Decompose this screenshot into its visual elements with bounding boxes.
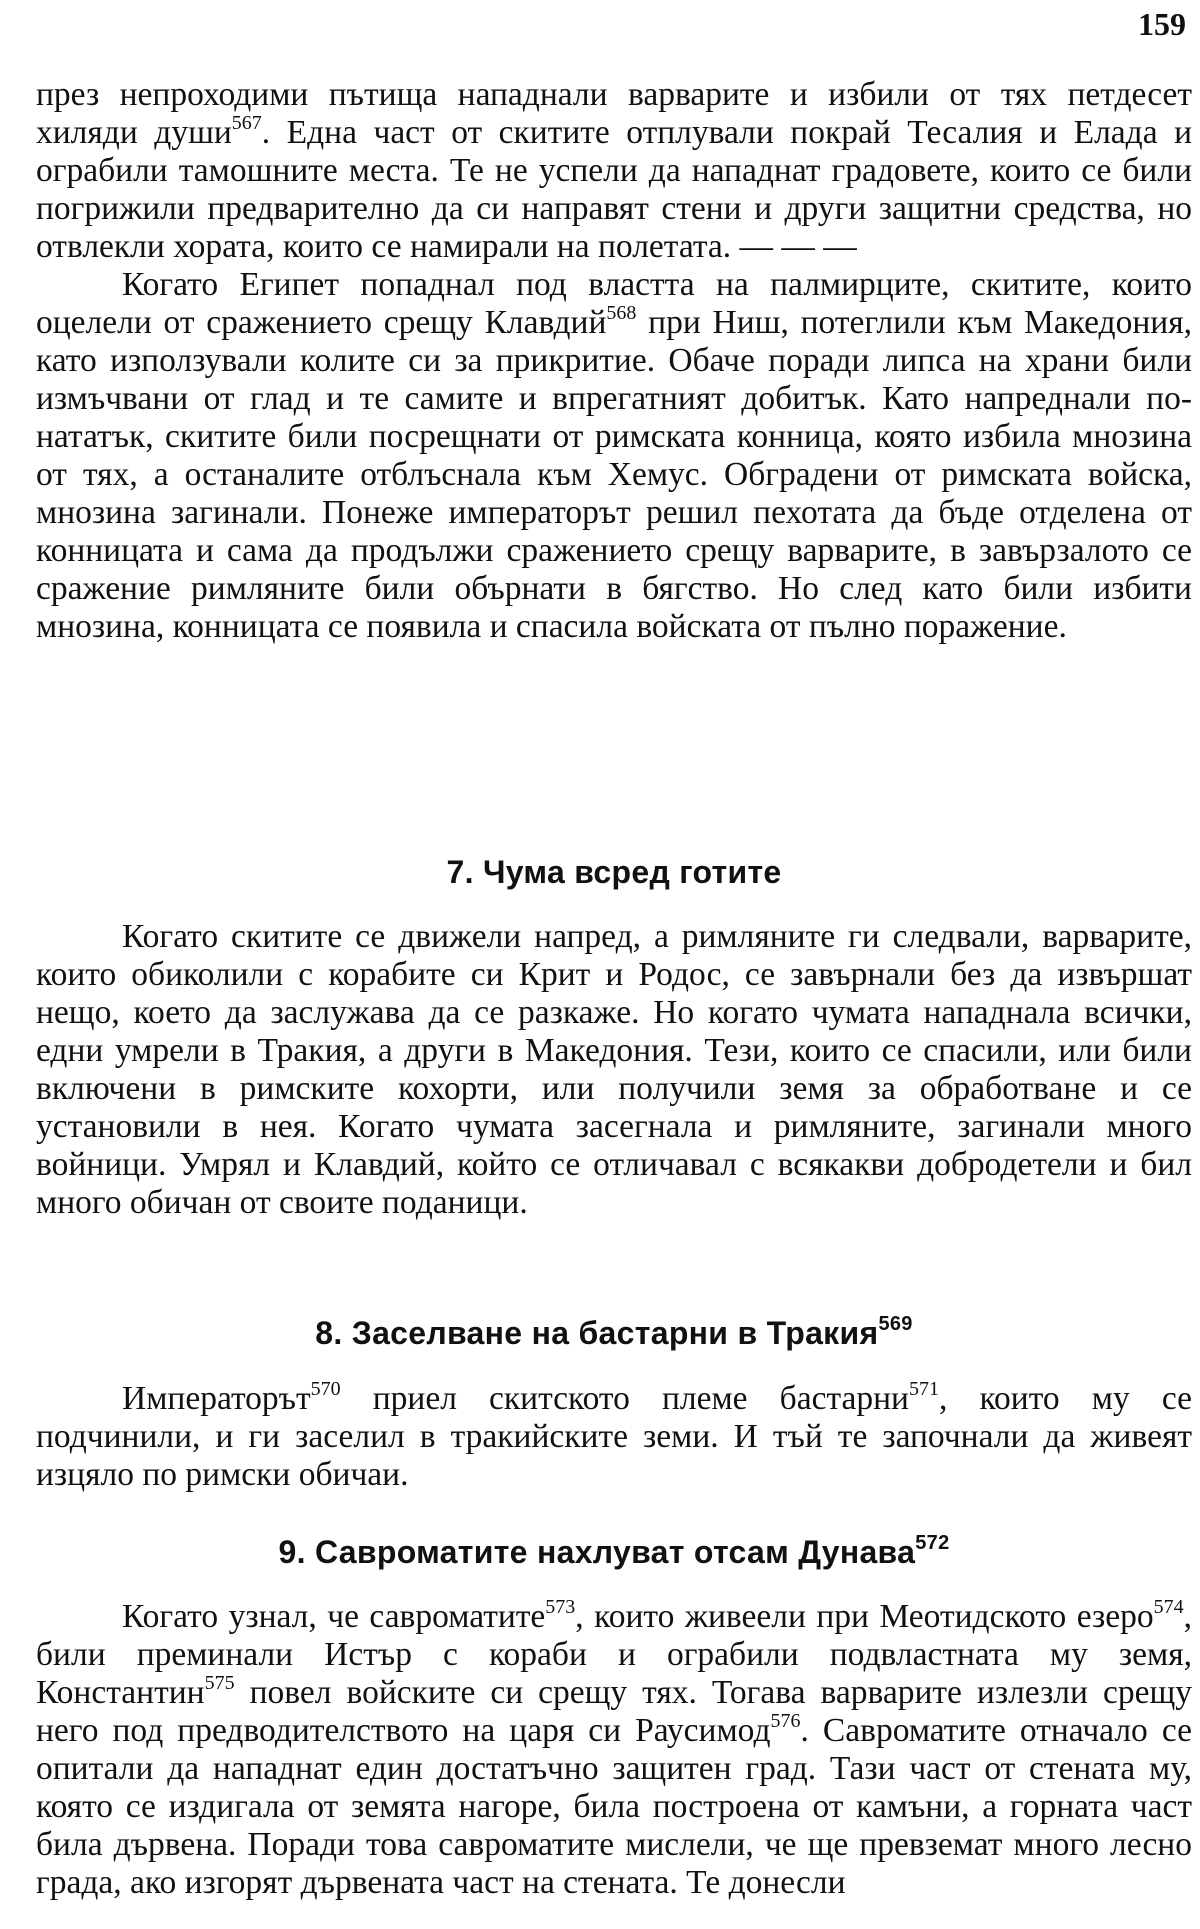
section-8-heading — [36, 1313, 1192, 1353]
text-run: . Савроматите отначало се опитали да нападнат един достатъчно защитен град. Тази част от стената му, която се издигала от земята нагоре, била построена от камъни, а горната част била дървена. Поради това савроматите мислели, че ще превземат много лесно града, ако изгорят дървената част на стената. Те донесли — [36, 1712, 1192, 1901]
heading-text: 9. Савроматите нахлуват отсам Дунава — [278, 1534, 916, 1570]
text-run: при Ниш, потеглили към Македония, като използували колите си за прикритие. Обаче поради липса на храни били измъчвани от глад и те самите и впрегатният добитък. Като напреднали по-нататък, скитите били посрещнати от римската конница, която избила мнозина от тях, а останалите отблъснала към Хемус. Обградени от римската войска, мнозина загинали. Понеже императорът решил пехотата да бъде отделена от конницата и сама да продължи сражението срещу варварите, в завързалото се сражение римляните били обърнати в бягство. Но след като били избити мнозина, конницата се появила и спасила войската от пълно поражение. — [36, 304, 1192, 645]
footnote-ref-576: 576 — [770, 1710, 801, 1732]
page-number: 159 — [1138, 6, 1186, 42]
text-run: Императорът — [122, 1380, 311, 1417]
section-7-text — [36, 918, 1192, 1222]
text-run: , които живеели при Меотидското езеро — [575, 1598, 1154, 1635]
section-7-heading: 7. Чума всред готите — [446, 854, 782, 890]
intro-text — [36, 76, 1192, 646]
paragraph-bastarnae — [36, 1380, 1192, 1494]
text-run: през непроходими пътища нападнали варварите и избили от тях петдесет хиляди души — [36, 76, 1192, 151]
paragraph-scythians-thessaly — [36, 76, 1192, 266]
text-run: . Една част от скитите отплували покрай Тесалия и Елада и ограбили тамошните места. Те не успели да нападнат градовете, които се били погрижили предварително да си направят стени и други защитни средства, но отвлекли хората, които се намирали на полетата. — — — — [36, 114, 1193, 265]
text-run: приел скитското племе бастарни — [340, 1380, 909, 1417]
paragraph-plague: Когато скитите се движели напред, а римляните ги следвали, варварите, които обиколили с корабите си Крит и Родос, се завърнали без да извършат нещо, което да заслужава да се разкаже. Но когато чумата нападнала всички, едни умрели в Тракия, а други в Македония. Тези, които се спасили, или били включени в римските кохорти, или получили земя за обработване и се установили в нея. Когато чумата засегнала и римляните, загинали много войници. Умрял и Клавдий, който се отличавал с всякакви добродетели и бил много обичан от своите поданици. — [36, 918, 1192, 1221]
section-9-heading — [36, 1532, 1192, 1572]
footnote-ref-569: 569 — [878, 1313, 913, 1335]
text-run: Когато узнал, че савроматите — [122, 1598, 546, 1635]
section-8-text — [36, 1380, 1192, 1494]
footnote-ref-573: 573 — [545, 1596, 576, 1618]
heading-text: 8. Заселване на бастарни в Тракия — [315, 1315, 879, 1351]
footnote-ref-568: 568 — [606, 302, 637, 324]
footnote-ref-575: 575 — [204, 1672, 235, 1694]
paragraph-claudius-battle — [36, 266, 1192, 646]
text-run: повел войските си срещу тях. Тогава варварите излезли срещу него под предводителството на царя си Раусимод — [36, 1674, 1192, 1749]
footnote-ref-574: 574 — [1153, 1596, 1184, 1618]
paragraph-sarmatians — [36, 1598, 1192, 1902]
text-run: , били преминали Истър с кораби и ограбили подвластната му земя, Константин — [36, 1598, 1192, 1711]
text-run: , които му се подчинили, и ги заселил в тракийските земи. И тъй те започнали да живеят изцяло по римски обичаи. — [36, 1380, 1193, 1493]
footnote-ref-570: 570 — [310, 1378, 341, 1400]
footnote-ref-572: 572 — [915, 1532, 950, 1554]
text-run: Когато Египет попаднал под властта на палмирците, скитите, които оцелели от сражението срещу Клавдий — [36, 266, 1192, 341]
footnote-ref-571: 571 — [908, 1378, 939, 1400]
footnote-ref-567: 567 — [231, 112, 262, 134]
section-9-text — [36, 1598, 1192, 1902]
